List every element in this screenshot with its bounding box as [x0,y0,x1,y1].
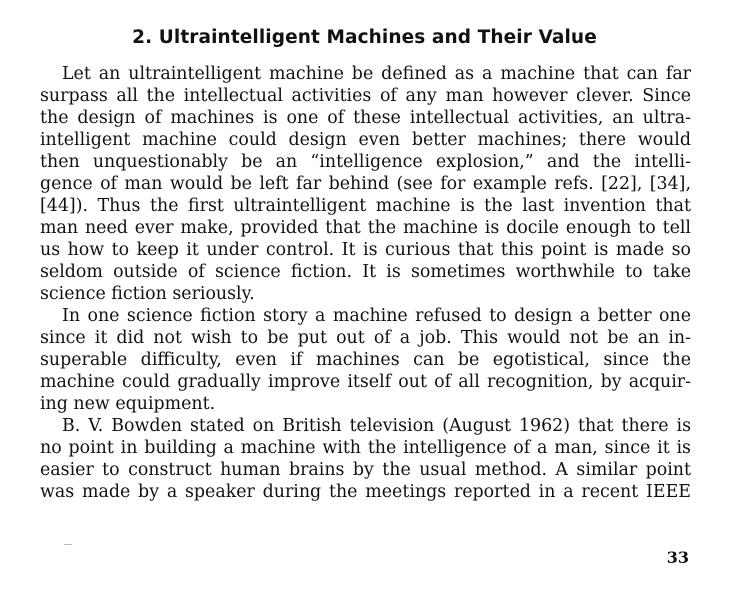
text-line: us how to keep it under control. It is curious that this point is made so [40,240,691,260]
text-line: B. V. Bowden stated on British television (August 1962) that there is [62,416,691,436]
section-heading [0,27,729,48]
text-line: surpass all the intellectual activities of any man however clever. Since [40,86,691,106]
text-line: seldom outside of science fiction. It is sometimes worthwhile to take [40,262,691,282]
text-line: man need ever make, provided that the machine is docile enough to tell [40,218,691,238]
text-line: superable difficulty, even if machines can be egotistical, since the [40,350,691,370]
text-line: no point in building a machine with the intelligence of a man, since it is [40,438,691,458]
text-line: was made by a speaker during the meetings reported in a recent IEEE [40,482,691,502]
text-line: ing new equipment. [40,394,216,414]
section-title: Ultraintelligent Machines and Their Value [158,27,597,48]
page-number: 33 [666,548,689,567]
scan-dust-mark [64,544,72,545]
text-line: the design of machines is one of these intellectual activities, an ultra- [40,108,691,128]
text-line: gence of man would be left far behind (see for example refs. [22], [34], [40,174,691,194]
text-line: intelligent machine could design even better machines; there would [40,130,691,150]
section-number: 2. [132,27,153,48]
text-line: In one science fiction story a machine refused to design a better one [62,306,691,326]
text-line: [44]). Thus the first ultraintelligent machine is the last invention that [40,196,691,216]
text-line: Let an ultraintelligent machine be defined as a machine that can far [62,64,691,84]
text-line: easier to construct human brains by the usual method. A similar point [40,460,691,480]
text-line: since it did not wish to be put out of a job. This would not be an in- [40,328,691,348]
text-line: then unquestionably be an “intelligence explosion,” and the intelli- [40,152,691,172]
text-line: science fiction seriously. [40,284,255,304]
text-line: machine could gradually improve itself out of all recognition, by acquir- [40,372,691,392]
